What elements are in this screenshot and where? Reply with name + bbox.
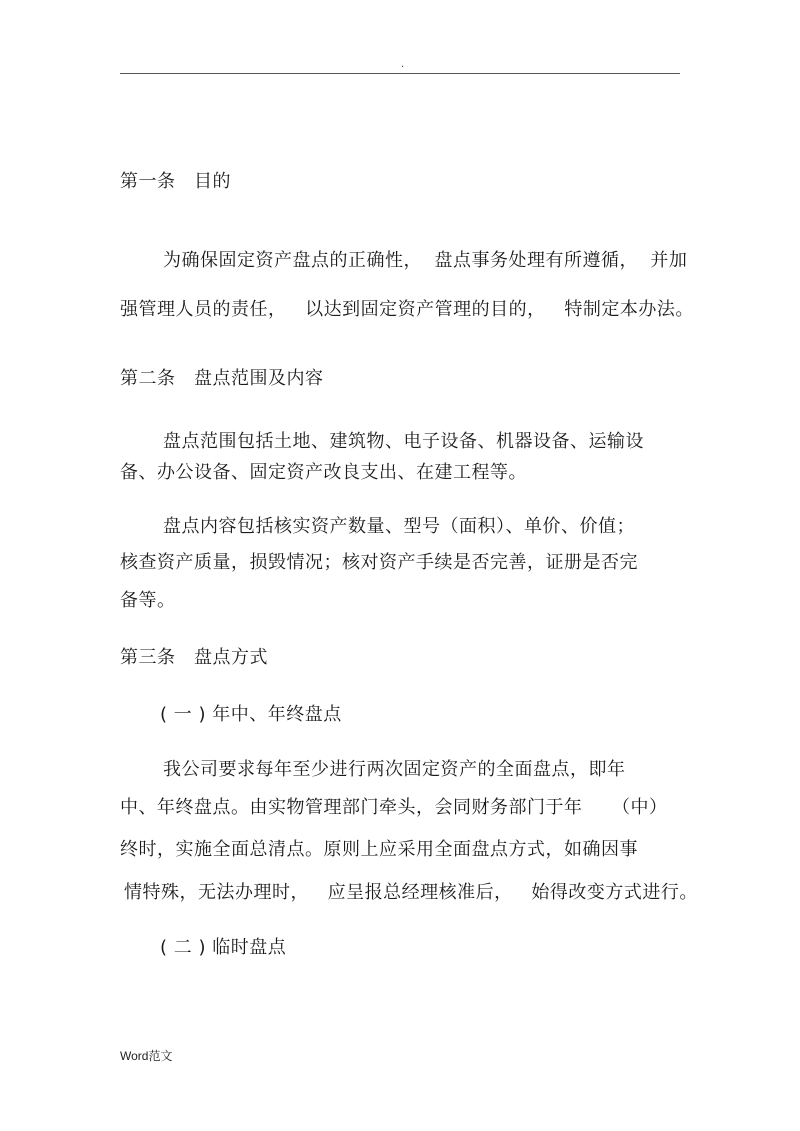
section-2-title: 第二条 盘点范围及内容 <box>120 368 324 389</box>
section-3-subheading-2: ( 二 ) 临时盘点 <box>160 937 287 958</box>
section-1-paragraph-line: 为确保固定资产盘点的正确性， 盘点事务处理有所遵循， 并加 <box>163 250 688 271</box>
section-3-title: 第三条 盘点方式 <box>120 647 268 668</box>
header-rule <box>120 73 680 74</box>
section-3-paragraph-line: 中、年终盘点。由实物管理部门牵头，会同财务部门于年 <box>120 797 583 818</box>
section-3-paragraph-line: 我公司要求每年至少进行两次固定资产的全面盘点，即年 <box>163 759 626 780</box>
footer-label: Word范文 <box>120 1049 173 1063</box>
section-1-title: 第一条 目的 <box>120 171 231 192</box>
section-3-paragraph-line: 终时，实施全面总清点。原则上应采用全面盘点方式，如确因事 <box>120 839 638 860</box>
section-2-paragraph-2-line: 盘点内容包括核实资产数量、型号（面积）、单价、价值； <box>163 516 635 537</box>
section-3-paragraph-line: 情特殊，无法办理时， 应呈报总经理核准后， 始得改变方式进行。 <box>124 882 698 903</box>
section-3-subheading-1: ( 一 ) 年中、年终盘点 <box>160 704 342 725</box>
section-1-paragraph-line: 强管理人员的责任， 以达到固定资产管理的目的， 特制定本办法。 <box>120 299 694 320</box>
section-2-paragraph-2-line: 核查资产质量，损毁情况；核对资产手续是否完善，证册是否完 <box>120 552 638 573</box>
section-2-paragraph-1-line: 盘点范围包括土地、建筑物、电子设备、机器设备、运输设 <box>163 431 644 452</box>
section-2-paragraph-2-line: 备等。 <box>120 590 176 611</box>
section-3-paragraph-line: （中） <box>612 797 668 818</box>
section-2-paragraph-1-line: 备、办公设备、固定资产改良支出、在建工程等。 <box>120 462 527 483</box>
header-mark: . <box>401 59 405 70</box>
